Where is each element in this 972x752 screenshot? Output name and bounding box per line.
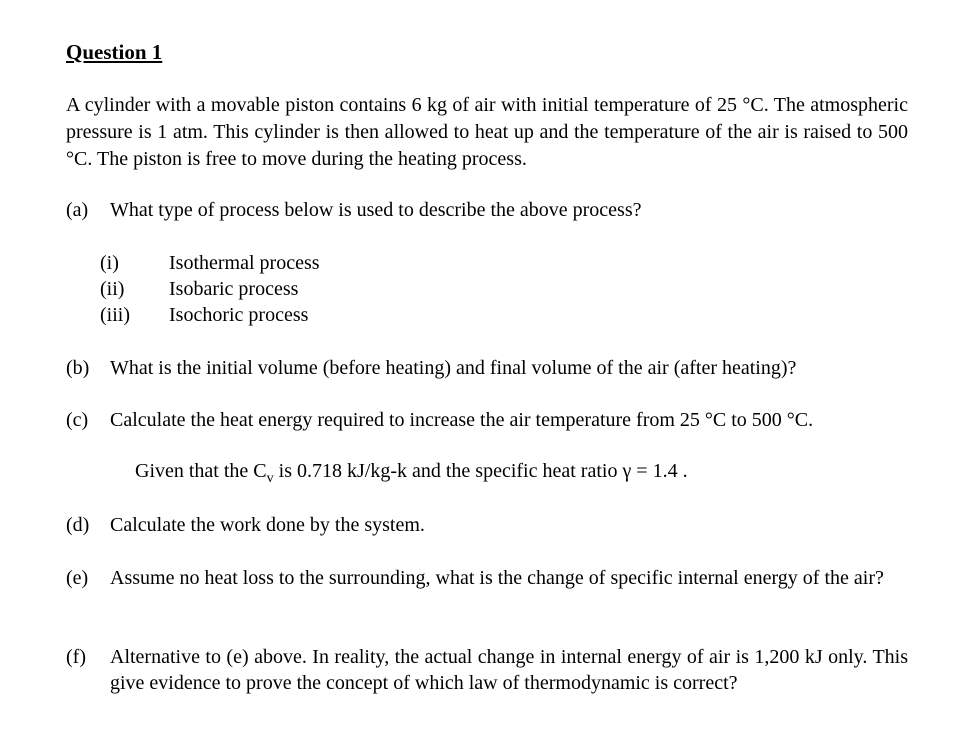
- part-b-label: (b): [66, 357, 90, 379]
- given-middle: is 0.718 kJ/kg-k and the specific heat ratio: [273, 460, 623, 482]
- part-b: [66, 355, 908, 381]
- option-ii-number: (ii): [100, 278, 125, 300]
- part-c-text: Calculate the heat energy required to increase the air temperature from 25 °C to 500 °C.: [110, 409, 814, 431]
- part-a: [66, 197, 908, 223]
- question-title: Question 1: [66, 40, 163, 64]
- part-e: [66, 565, 908, 591]
- given-line: [135, 458, 688, 492]
- given-prefix: Given that the C: [135, 460, 267, 482]
- option-iii-text: Isochoric process: [169, 304, 309, 326]
- gamma-symbol: γ: [622, 460, 632, 482]
- part-d-text: Calculate the work done by the system.: [110, 514, 425, 536]
- option-iii-number: (iii): [100, 304, 130, 326]
- part-e-label: (e): [66, 567, 89, 589]
- option-i-number: (i): [100, 252, 119, 274]
- part-f-text: Alternative to (e) above. In reality, the actual change in internal energy of air is 1,200 kJ only. This give evidence to prove the concept of which law of thermodynamic is correct?: [110, 646, 908, 694]
- part-b-text: What is the initial volume (before heating) and final volume of the air (after heating)?: [110, 357, 797, 379]
- part-f: [66, 644, 908, 696]
- given-subscript: v: [266, 471, 274, 486]
- part-e-text: Assume no heat loss to the surrounding, what is the change of specific internal energy of the air?: [110, 567, 884, 589]
- part-d: [66, 512, 908, 538]
- part-f-label: (f): [66, 646, 86, 668]
- part-a-label: (a): [66, 199, 89, 221]
- part-a-text: What type of process below is used to describe the above process?: [110, 199, 642, 221]
- option-i-text: Isothermal process: [169, 252, 320, 274]
- given-suffix: = 1.4 .: [631, 460, 688, 482]
- part-d-label: (d): [66, 514, 90, 536]
- part-c: [66, 407, 908, 433]
- option-ii-text: Isobaric process: [169, 278, 299, 300]
- question-intro: A cylinder with a movable piston contains 6 kg of air with initial temperature of 25 °C. The atmospheric pressure is 1 atm. This cylinder is then allowed to heat up and the temperature of the air is raised to 500 °C. The piston is free to move during the heating process.: [66, 94, 908, 170]
- part-c-label: (c): [66, 409, 89, 431]
